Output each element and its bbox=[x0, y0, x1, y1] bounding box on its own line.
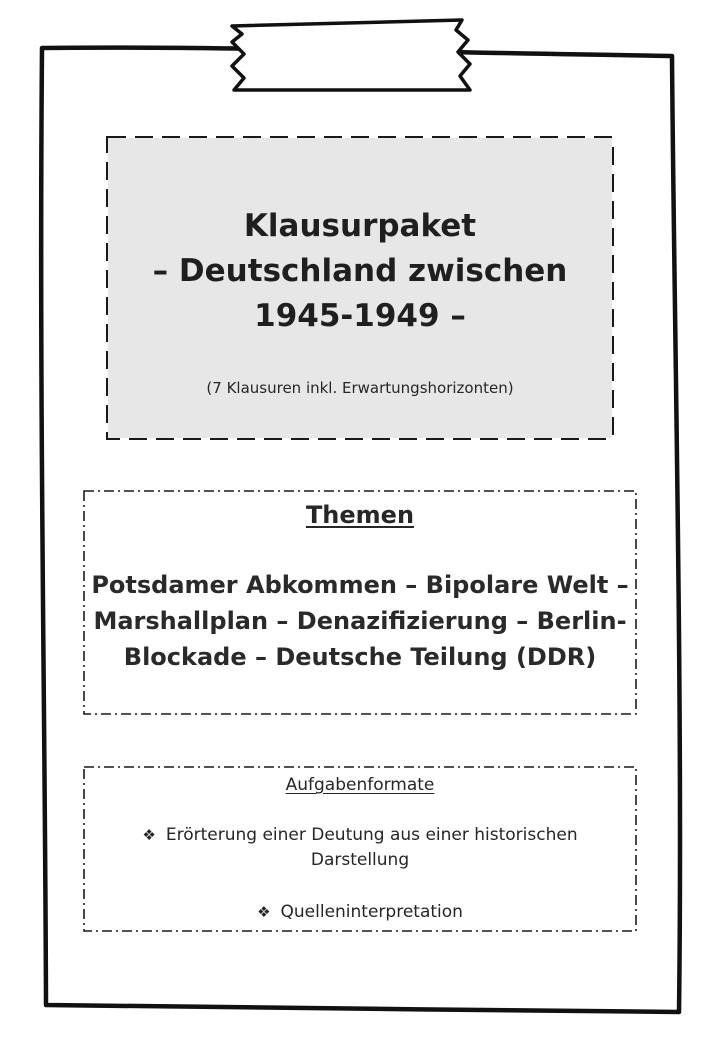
themes-text: Potsdamer Abkommen – Bipolare Welt – Marshallplan – Denazifizierung – Berlin-Blockade – Deutsche Teilung (DDR) bbox=[91, 571, 629, 671]
title-box bbox=[108, 138, 612, 438]
list-item bbox=[84, 823, 636, 873]
diamond-bullet-icon: ❖ bbox=[257, 903, 271, 921]
formats-box bbox=[84, 767, 636, 931]
tape-strip-icon bbox=[232, 20, 470, 90]
list-item-text: Erörterung einer Deutung aus einer historischen Darstellung bbox=[165, 825, 578, 870]
formats-heading: Aufgabenformate bbox=[285, 775, 435, 795]
title-line: Klausurpaket bbox=[243, 208, 477, 244]
formats-list bbox=[84, 823, 636, 925]
title-line: 1945-1949 – bbox=[254, 298, 466, 334]
page-title bbox=[108, 204, 612, 339]
themes-box bbox=[84, 491, 636, 714]
diamond-bullet-icon: ❖ bbox=[142, 826, 156, 844]
list-item-text: Quelleninterpretation bbox=[280, 902, 463, 922]
themes-heading: Themen bbox=[305, 501, 415, 529]
title-line: – Deutschland zwischen bbox=[152, 253, 568, 289]
list-item bbox=[84, 900, 636, 925]
title-subtitle: (7 Klausuren inkl. Erwartungshorizonten) bbox=[206, 379, 514, 397]
